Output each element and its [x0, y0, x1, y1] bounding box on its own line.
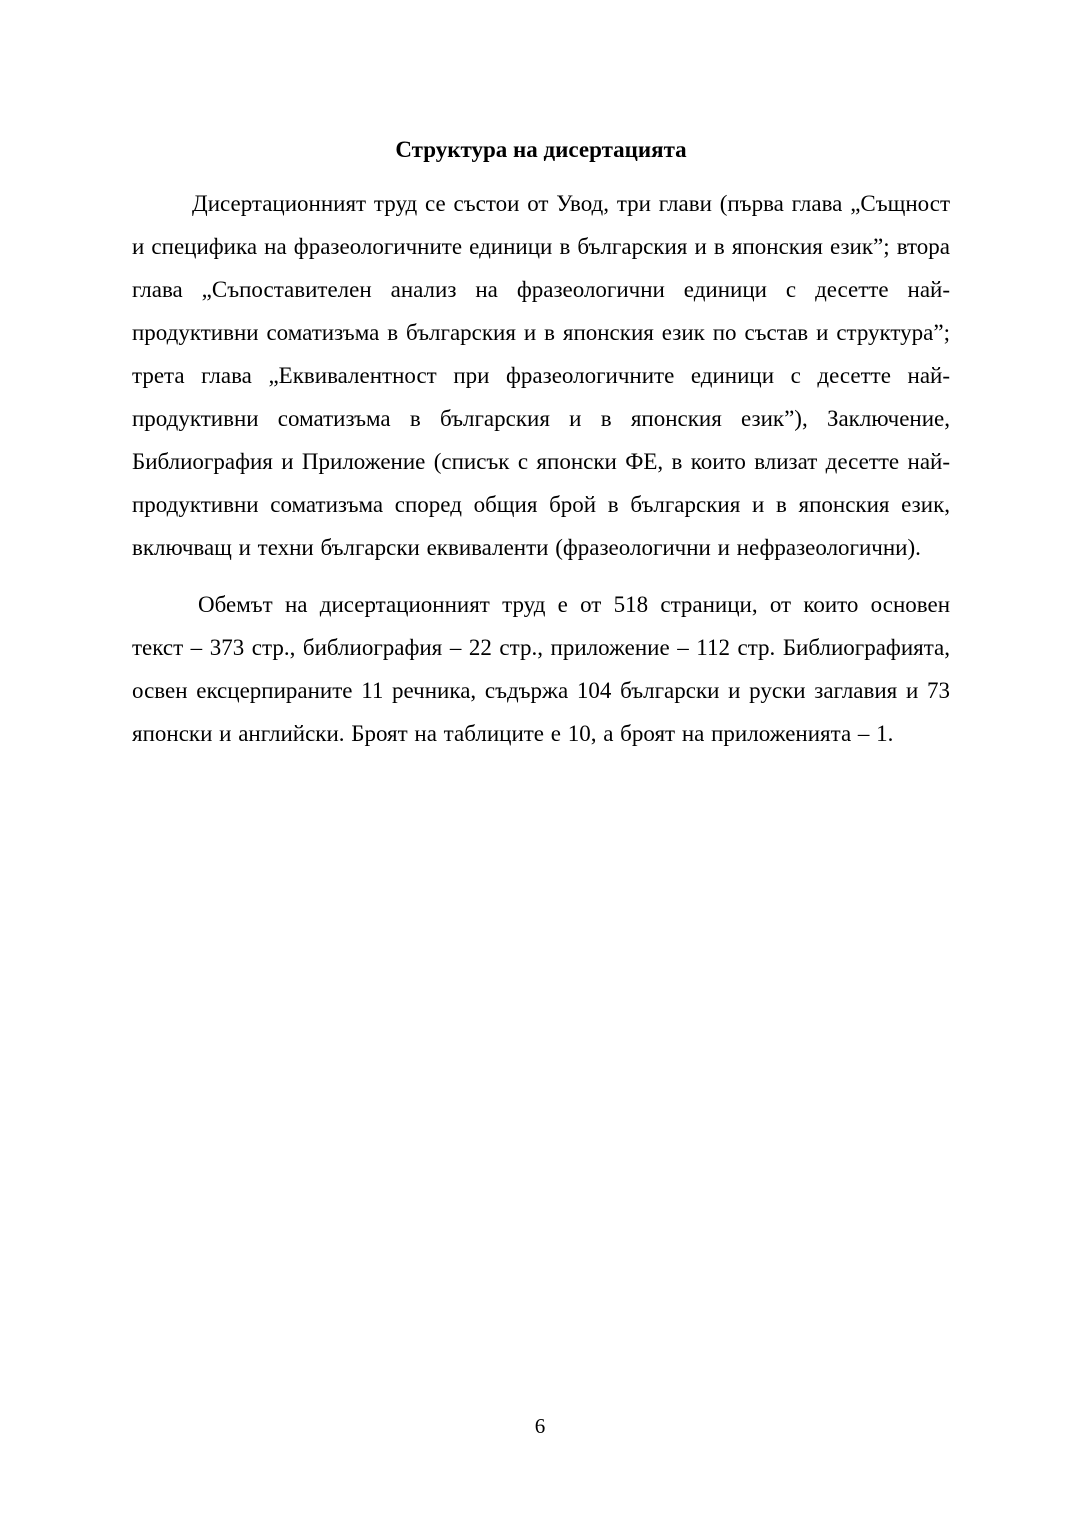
- paragraph-volume: Обемът на дисертационният труд е от 518 страници, от които основен текст – 373 стр., библиография – 22 стр., приложение – 112 стр. Библиографията, освен ексцерпираните 11 речника, съдържа 104 български и руски заглавия и 73 японски и английски. Броят на таблиците е 10, а броят на приложенията – 1.: [132, 592, 950, 746]
- section-heading: Структура на дисертацията: [395, 137, 687, 162]
- page-number: 6: [534, 1414, 546, 1438]
- paragraph-structure: Дисертационният труд се състои от Увод, три глави (първа глава „Същност и специфика на фразеологичните единици в българския и в японския език”; втора глава „Съпоставителен анализ на фразеологични единици с десетте най-продуктивни соматизъма в българския и в японския език по състав и структура”; трета глава „Еквивалентност при фразеологичните единици с десетте най-продуктивни соматизъма в българския и в японския език”), Заключение, Библиография и Приложение (списък с японски ФЕ, в които влизат десетте най-продуктивни соматизъма според общия брой в българския и в японския език, включващ и техни български еквиваленти (фразеологични и нефразеологични).: [132, 191, 950, 560]
